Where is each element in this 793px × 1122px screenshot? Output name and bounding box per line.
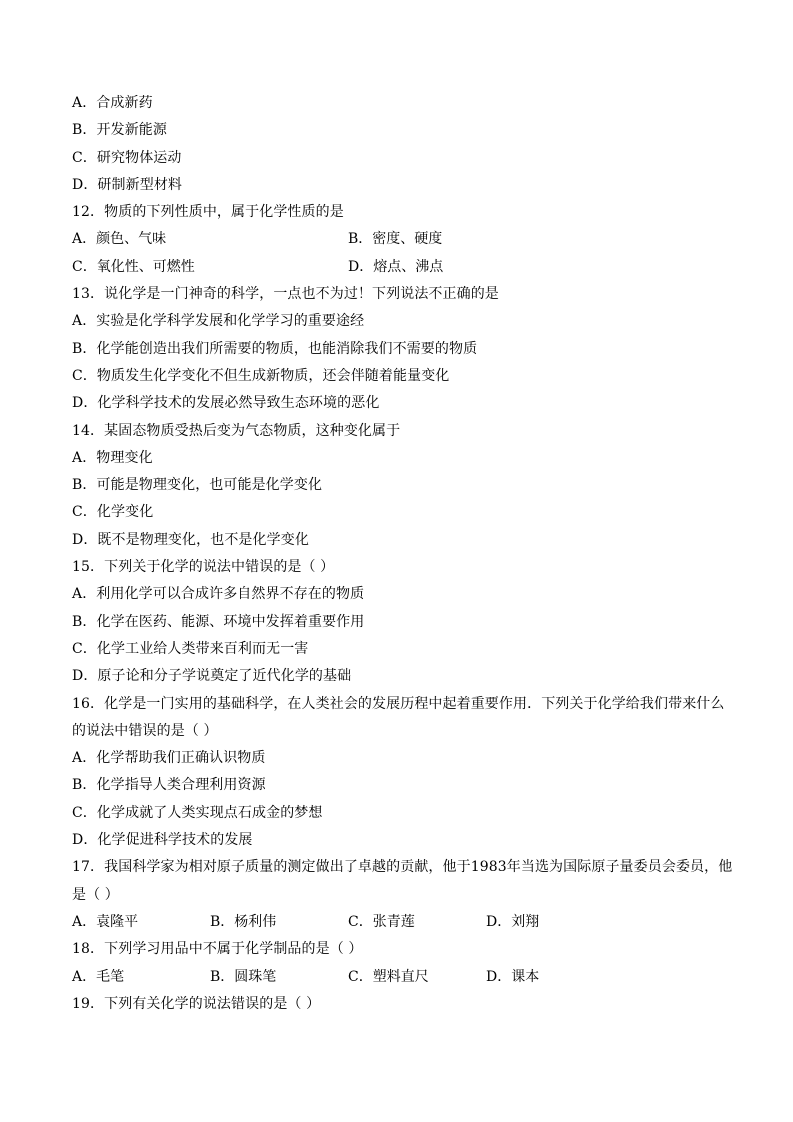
q16-option-d: D．化学促进科学技术的发展 bbox=[72, 832, 253, 849]
q11-option-d: D．研制新型材料 bbox=[72, 176, 183, 193]
q14-option-c: C．化学变化 bbox=[72, 504, 154, 521]
q12-option-b: B．密度、硬度 bbox=[348, 231, 443, 248]
q13-option-d: D．化学科学技术的发展必然导致生态环境的恶化 bbox=[72, 395, 380, 412]
q14-option-a: A．物理变化 bbox=[72, 449, 153, 466]
q15-option-c: C．化学工业给人类带来百利而无一害 bbox=[72, 640, 309, 657]
q19-stem: 19．下列有关化学的说法错误的是（ ） bbox=[72, 995, 321, 1012]
question-list bbox=[72, 90, 732, 1018]
q15-option-b: B．化学在医药、能源、环境中发挥着重要作用 bbox=[72, 613, 365, 630]
q16-stem-line-2: 的说法中错误的是（ ） bbox=[72, 722, 218, 739]
q15-option-a: A．利用化学可以合成许多自然界不存在的物质 bbox=[72, 586, 365, 603]
q18-option-d: D．课本 bbox=[486, 968, 540, 985]
q17-option-a: A．袁隆平 bbox=[72, 913, 139, 930]
q15-option-d: D．原子论和分子学说奠定了近代化学的基础 bbox=[72, 668, 352, 685]
q17-option-b: B．杨利伟 bbox=[210, 913, 277, 930]
q13-option-b: B．化学能创造出我们所需要的物质，也能消除我们不需要的物质 bbox=[72, 340, 478, 357]
q12-option-d: D．熔点、沸点 bbox=[348, 258, 444, 275]
q11-option-c: C．研究物体运动 bbox=[72, 149, 182, 166]
q13-stem: 13．说化学是一门神奇的科学，一点也不为过！下列说法不正确的是 bbox=[72, 286, 499, 303]
q14-option-b: B．可能是物理变化，也可能是化学变化 bbox=[72, 477, 323, 494]
q15-stem: 15．下列关于化学的说法中错误的是（ ） bbox=[72, 559, 335, 576]
q14-option-d: D．既不是物理变化，也不是化学变化 bbox=[72, 531, 309, 548]
q18-option-b: B．圆珠笔 bbox=[210, 968, 277, 985]
q16-option-c: C．化学成就了人类实现点石成金的梦想 bbox=[72, 804, 323, 821]
q16-stem-line-1: 16．化学是一门实用的基础科学，在人类社会的发展历程中起着重要作用．下列关于化学给我们带来什么 bbox=[72, 695, 725, 712]
q12-option-c: C．氧化性、可燃性 bbox=[72, 258, 195, 275]
q18-options-row bbox=[72, 964, 732, 991]
q18-stem: 18．下列学习用品中不属于化学制品的是（ ） bbox=[72, 941, 363, 958]
q12-options-row-1 bbox=[72, 226, 732, 253]
q17-stem-line-1: 17．我国科学家为相对原子质量的测定做出了卓越的贡献，他于1983年当选为国际原子量委员会委员，他 bbox=[72, 859, 733, 876]
q16-option-b: B．化学指导人类合理利用资源 bbox=[72, 777, 266, 794]
q12-stem: 12．物质的下列性质中，属于化学性质的是 bbox=[72, 204, 344, 221]
q14-stem: 14．某固态物质受热后变为气态物质，这种变化属于 bbox=[72, 422, 401, 439]
q11-option-a: A．合成新药 bbox=[72, 95, 153, 111]
q18-option-c: C．塑料直尺 bbox=[348, 968, 429, 985]
q17-option-d: D．刘翔 bbox=[486, 913, 540, 930]
q13-option-a: A．实验是化学科学发展和化学学习的重要途经 bbox=[72, 313, 365, 330]
q16-option-a: A．化学帮助我们正确认识物质 bbox=[72, 750, 266, 767]
q11-option-b: B．开发新能源 bbox=[72, 122, 167, 139]
q17-stem-line-2: 是（ ） bbox=[72, 886, 119, 903]
q17-option-c: C．张青莲 bbox=[348, 913, 415, 930]
q17-options-row bbox=[72, 909, 732, 936]
q12-options-row-2 bbox=[72, 254, 732, 281]
q13-option-c: C．物质发生化学变化不但生成新物质，还会伴随着能量变化 bbox=[72, 367, 450, 384]
q12-option-a: A．颜色、气味 bbox=[72, 231, 167, 248]
q18-option-a: A．毛笔 bbox=[72, 968, 125, 985]
